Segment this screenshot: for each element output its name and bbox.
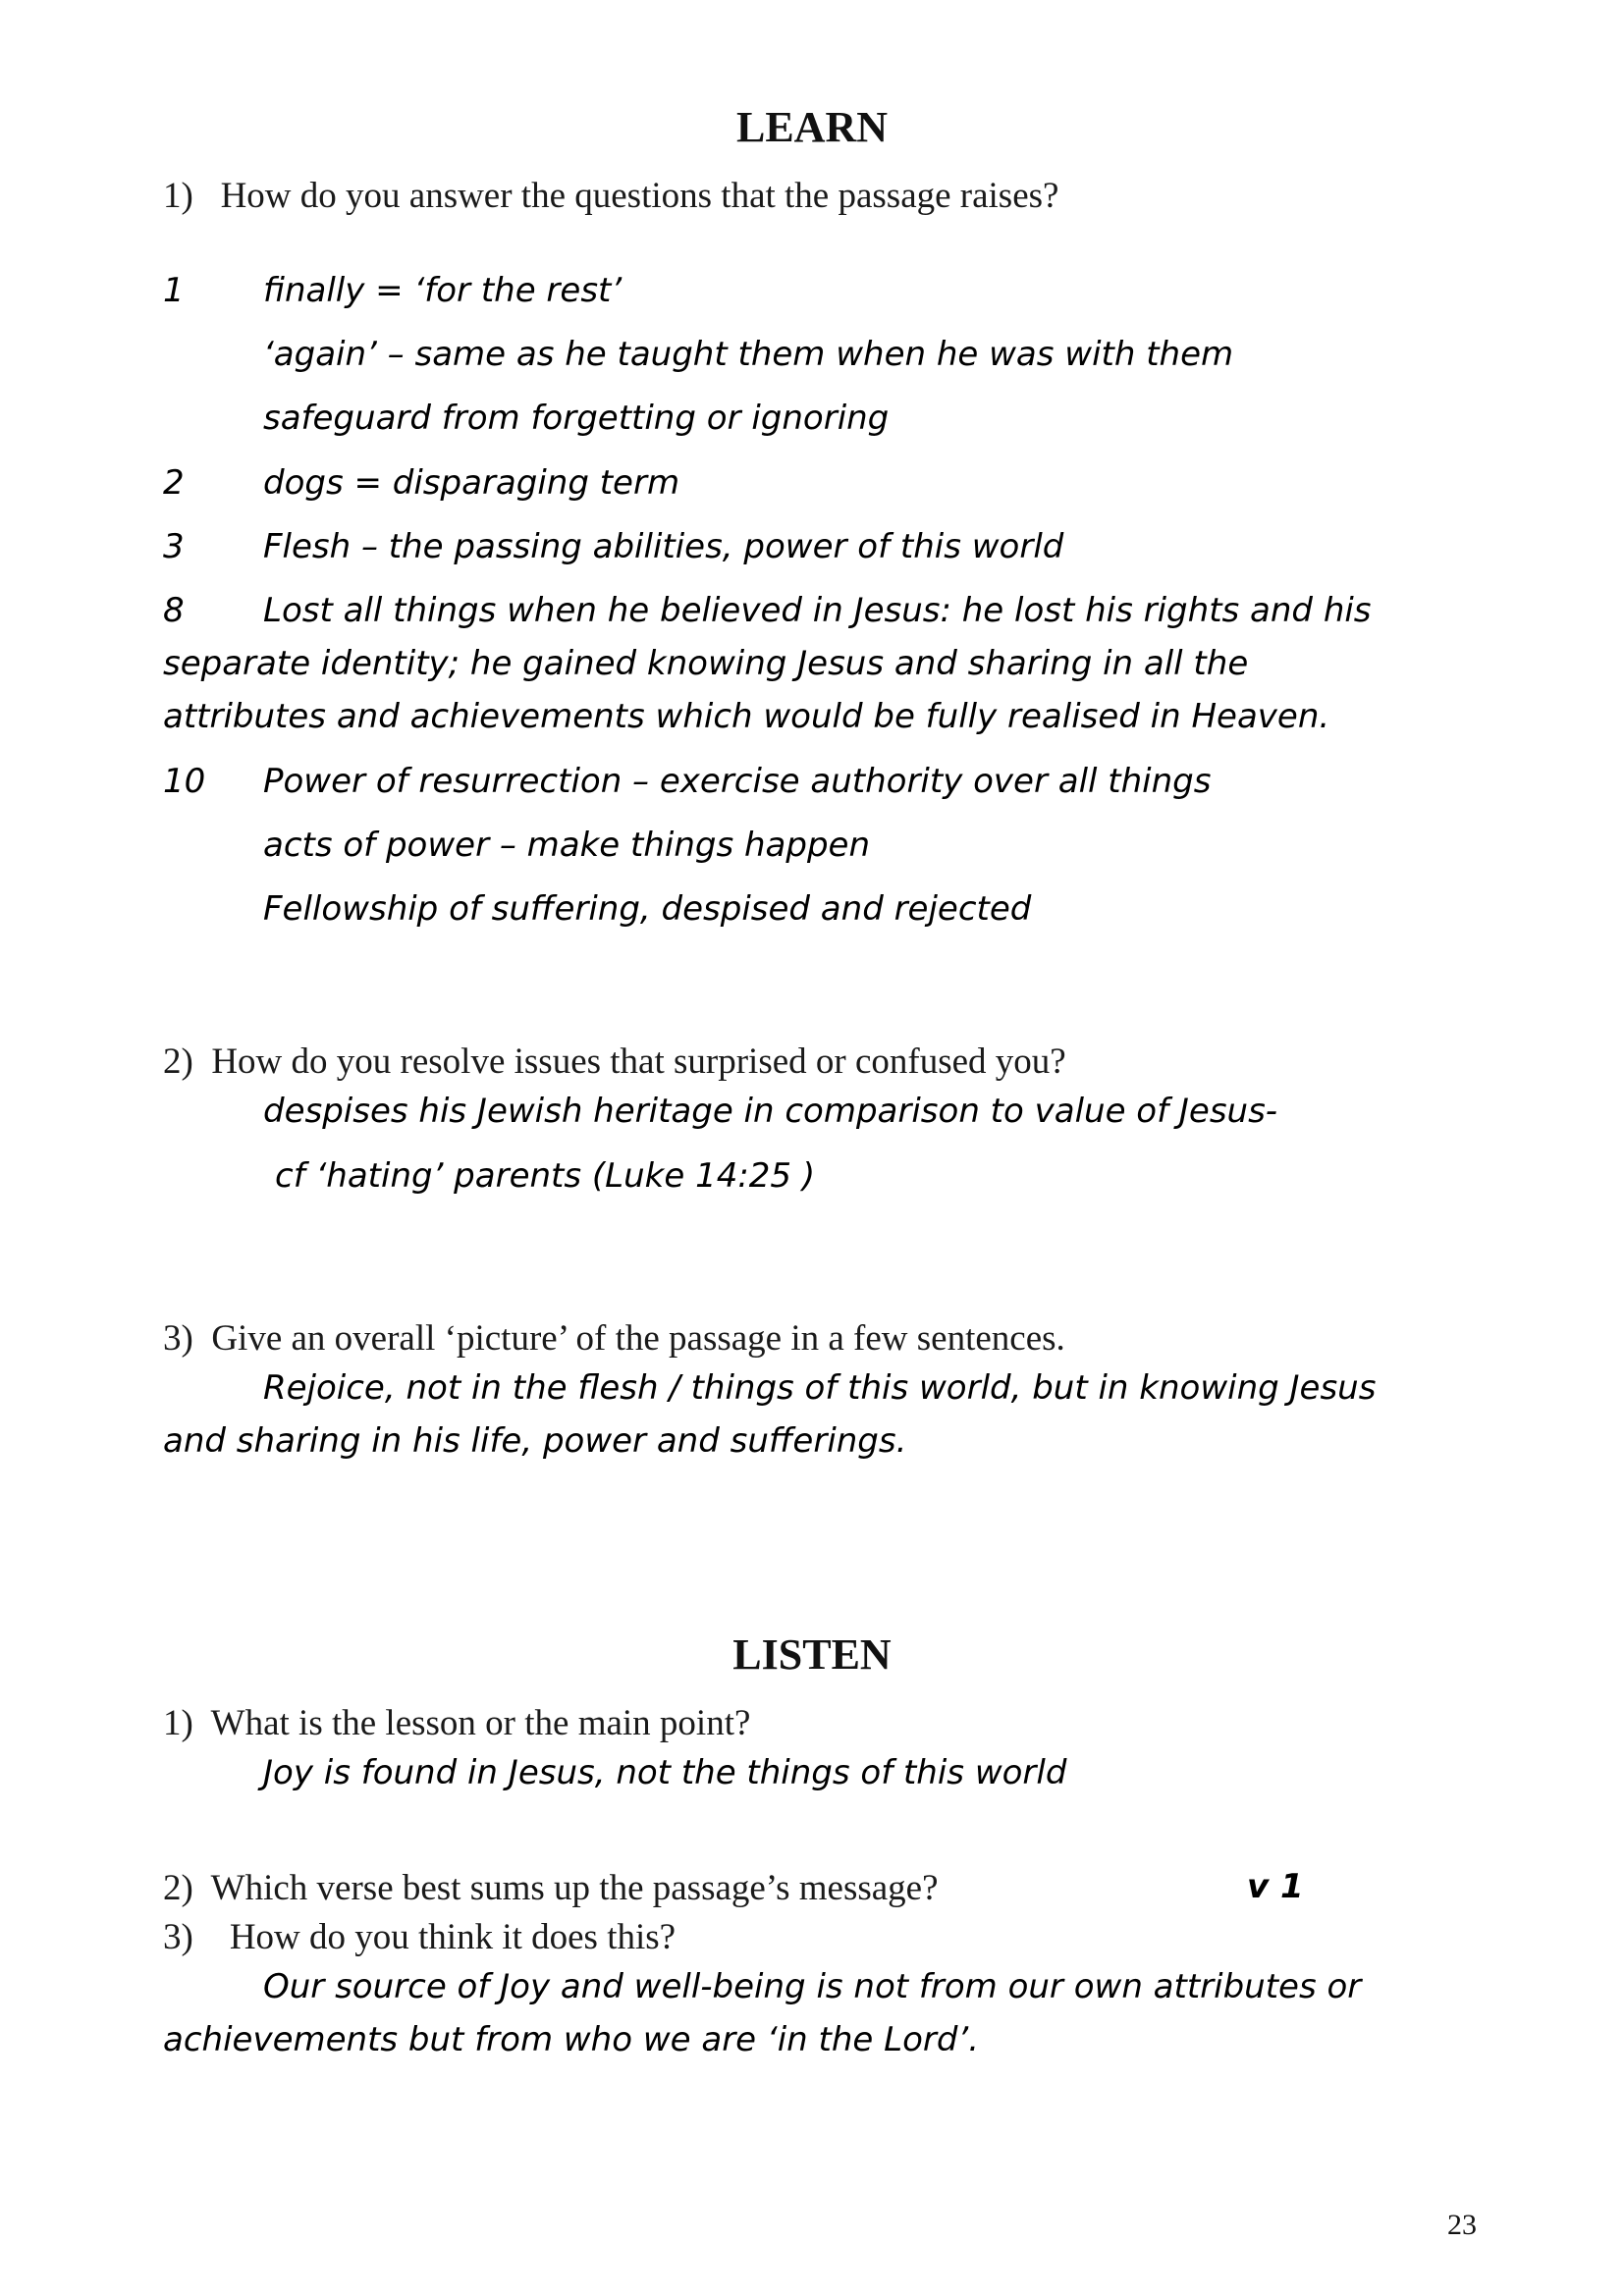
answer-line: despises his Jewish heritage in comparison to value of Jesus- — [263, 1092, 1278, 1131]
listen-question-3 — [163, 1916, 676, 1958]
answer-line: Our source of Joy and well-being is not from our own attributes or — [263, 1967, 1362, 2006]
answer-text: dogs = disparaging term — [263, 463, 680, 503]
question-number: 1) — [163, 1703, 193, 1743]
answer-line: separate identity; he gained knowing Jesus and sharing in all the — [163, 644, 1249, 683]
answer-line: Rejoice, not in the flesh / things of this world, but in knowing Jesus — [263, 1368, 1377, 1408]
listen-heading: LISTEN — [732, 1630, 892, 1679]
verse-number: 1 — [163, 271, 185, 310]
answer-line: safeguard from forgetting or ignoring — [263, 399, 890, 438]
question-number: 2) — [163, 1868, 193, 1908]
question-number: 1) — [163, 176, 193, 216]
answer-line: cf ‘hating’ parents (Luke 14:25 ) — [275, 1156, 816, 1196]
answer-line — [163, 271, 622, 310]
question-text: Which verse best sums up the passage’s message? — [210, 1868, 939, 1908]
answer-line — [163, 463, 679, 503]
question-number: 3) — [163, 1917, 193, 1957]
answer-line: achievements but from who we are ‘in the Lord’. — [163, 2020, 980, 2059]
question-number: 2) — [163, 1041, 193, 1082]
answer-line: attributes and achievements which would be fully realised in Heaven. — [163, 697, 1330, 736]
question-text: What is the lesson or the main point? — [210, 1703, 751, 1743]
answer-text: finally = ‘for the rest’ — [263, 271, 623, 310]
answer-line — [163, 591, 1372, 630]
listen-question-1 — [163, 1702, 750, 1744]
verse-number: 10 — [163, 762, 206, 801]
answer-line: and sharing in his life, power and sufferings. — [163, 1421, 907, 1461]
page-number: 23 — [1447, 2209, 1477, 2241]
answer-line: Joy is found in Jesus, not the things of this world — [263, 1753, 1067, 1792]
verse-answer: v 1 — [1247, 1867, 1304, 1906]
answer-line: Fellowship of suffering, despised and rejected — [263, 889, 1032, 929]
question-text: How do you answer the questions that the passage raises? — [220, 176, 1059, 216]
answer-line — [163, 762, 1211, 801]
verse-number: 3 — [163, 527, 185, 566]
learn-question-3 — [163, 1317, 1065, 1360]
learn-question-2 — [163, 1041, 1066, 1083]
answer-text: Flesh – the passing abilities, power of this world — [263, 527, 1064, 566]
verse-number: 8 — [163, 591, 185, 630]
question-text: How do you resolve issues that surprised or confused you? — [211, 1041, 1066, 1082]
listen-question-2 — [163, 1867, 939, 1909]
answer-text: Lost all things when he believed in Jesus: he lost his rights and his — [263, 591, 1372, 630]
verse-number: 2 — [163, 463, 185, 503]
answer-line — [163, 527, 1063, 566]
answer-line: ‘again’ – same as he taught them when he was with them — [263, 335, 1234, 374]
question-text: How do you think it does this? — [229, 1917, 677, 1957]
learn-question-1 — [163, 175, 1058, 217]
answer-text: Power of resurrection – exercise authority over all things — [263, 762, 1212, 801]
learn-heading: LEARN — [735, 103, 889, 151]
question-text: Give an overall ‘picture’ of the passage in a few sentences. — [211, 1318, 1065, 1359]
question-number: 3) — [163, 1318, 193, 1359]
answer-line: acts of power – make things happen — [263, 826, 871, 865]
